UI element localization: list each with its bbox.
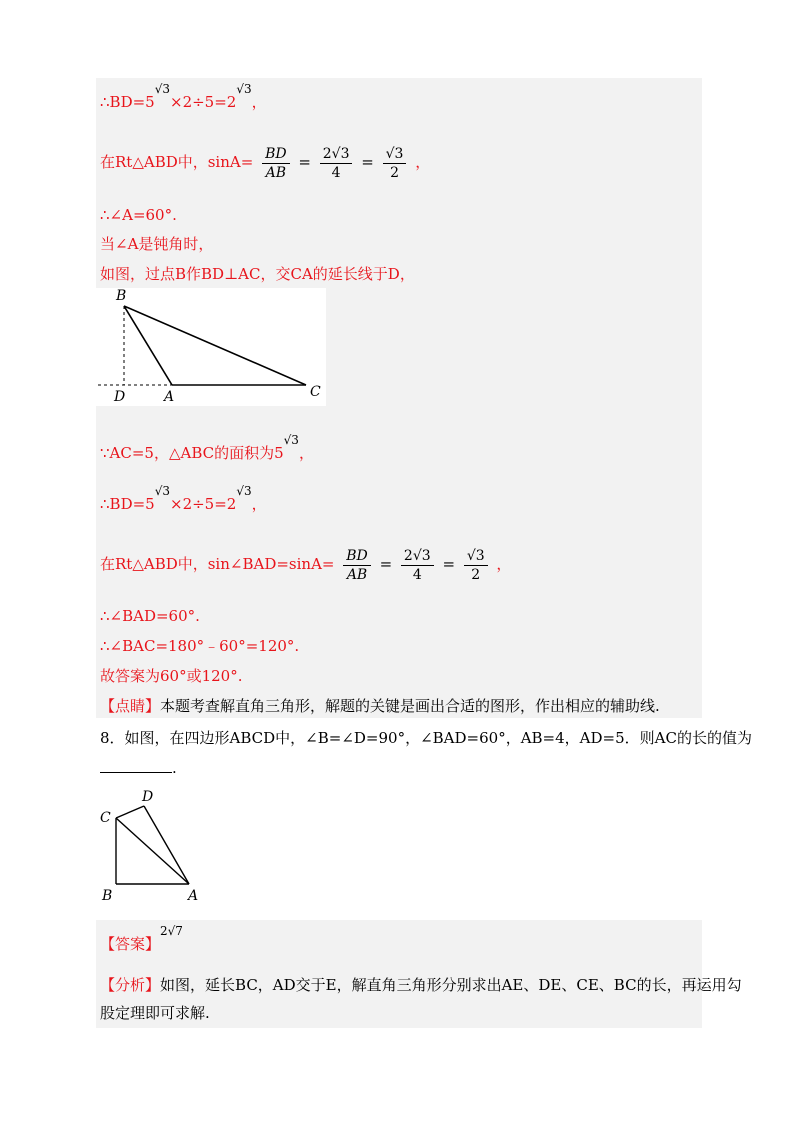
text-line: 在Rt△ABD中，sin∠BAD=sinA= $\frac{BD}{AB}$ = $\frac{2√3}{4}$ = $\frac{√3}{2}$ ， xyxy=(100,547,512,583)
text-line: 如图，过点B作BD⊥AC，交CA的延长线于D， xyxy=(100,265,415,283)
label-C: C xyxy=(100,810,111,826)
text-line: ∴∠BAD=60°. xyxy=(100,607,200,625)
triangle-figure-1 xyxy=(96,288,326,406)
text-line: 在Rt△ABD中，sinA= $\frac{BD}{AB}$ = $\frac{2√3}{4}$ = $\frac{√3}{2}$ ， xyxy=(100,145,431,181)
label-A: A xyxy=(164,389,175,405)
analysis-line: 股定理即可求解. xyxy=(100,1004,210,1022)
analysis-line: 【分析】如图，延长BC，AD交于E，解直角三角形分别求出AE、DE、CE、BC的长，再运用勾 xyxy=(100,976,742,994)
answer-line: 【答案】$^{2√7}$ xyxy=(100,924,183,953)
fraction: $\frac{√3}{2}$ xyxy=(383,145,407,182)
fraction: $\frac{BD}{AB}$ xyxy=(262,145,290,182)
text-line: $\therefore BD=5^{√3}\times 2\div 5=2^{√3}$， xyxy=(100,82,267,111)
text-line: ∴∠A=60°. xyxy=(100,206,177,224)
text-line: ∵AC=5，△ABC的面积为$5^{√3}$， xyxy=(100,433,314,462)
question-8-blank: . xyxy=(100,758,177,778)
fraction: $\frac{2√3}{4}$ xyxy=(320,145,353,182)
text-line: $\therefore BD=5^{√3}\times 2\div 5=2^{√3}$， xyxy=(100,484,267,513)
text-line: ∴∠BAC=180°﹣60°=120°. xyxy=(100,637,300,655)
label-D: D xyxy=(114,389,126,405)
label-D: D xyxy=(142,789,154,805)
comment-line: 【点睛】本题考查解直角三角形，解题的关键是画出合适的图形，作出相应的辅助线. xyxy=(100,697,660,715)
label-C: C xyxy=(310,384,321,400)
answer-value: 2√7 xyxy=(160,924,183,938)
quadrilateral-figure xyxy=(96,786,216,906)
fraction: $\frac{BD}{AB}$ xyxy=(343,547,371,584)
label-A: A xyxy=(188,888,199,904)
label-B: B xyxy=(102,888,113,904)
answer-blank[interactable] xyxy=(100,758,172,773)
label-B: B xyxy=(116,288,127,304)
fraction: $\frac{2√3}{4}$ xyxy=(401,547,434,584)
text-line: 故答案为60°或120°. xyxy=(100,667,243,685)
fraction: $\frac{√3}{2}$ xyxy=(464,547,488,584)
text-line: 当∠A是钝角时， xyxy=(100,235,214,253)
question-8: 8．如图，在四边形ABCD中，∠B=∠D=90°，∠BAD=60°，AB=4，AD=5．则AC的长的值为 xyxy=(100,729,752,747)
